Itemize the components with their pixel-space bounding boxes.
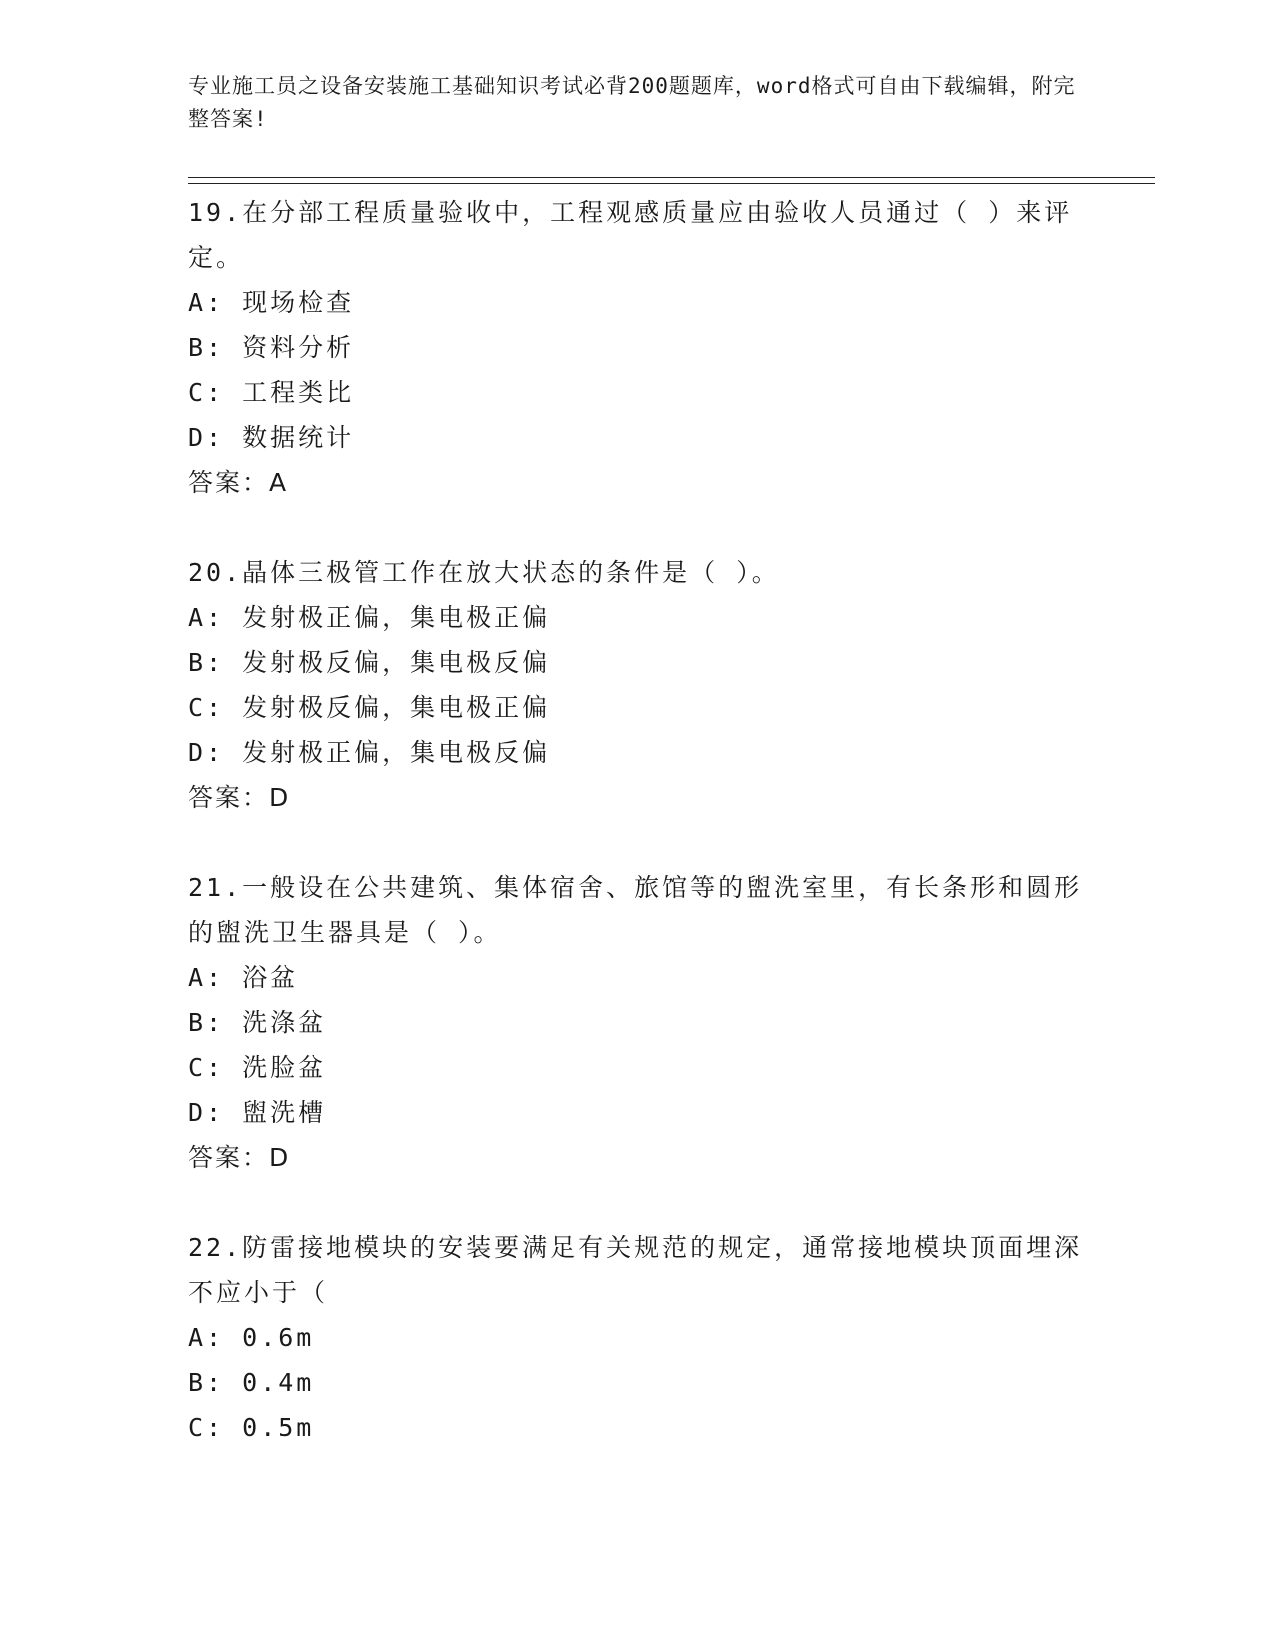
question-text: 19.在分部工程质量验收中，工程观感质量应由验收人员通过（ ）来评定。 [188,198,1073,272]
option-a: A: 浴盆 [188,963,299,992]
answer: 答案：A [188,468,289,497]
question-list [188,190,1088,1495]
question-text: 20.晶体三极管工作在放大状态的条件是（ ）。 [188,558,780,587]
header-rule-top [188,177,1155,178]
option-c: C: 0.5m [188,1413,315,1442]
header-rule-bottom [188,183,1155,184]
option-b: B: 0.4m [188,1368,315,1397]
option-c: C: 工程类比 [188,378,355,407]
question-22 [188,1225,1088,1450]
answer: 答案：D [188,1143,291,1172]
question-text: 21.一般设在公共建筑、集体宿舍、旅馆等的盥洗室里，有长条形和圆形的盥洗卫生器具是（ ）。 [188,873,1083,947]
option-b: B: 资料分析 [188,333,355,362]
answer: 答案：D [188,783,291,812]
option-b: B: 洗涤盆 [188,1008,327,1037]
question-19 [188,190,1088,505]
option-b: B: 发射极反偏，集电极反偏 [188,648,551,677]
option-c: C: 洗脸盆 [188,1053,327,1082]
question-21 [188,865,1088,1180]
question-text: 22.防雷接地模块的安装要满足有关规范的规定，通常接地模块顶面埋深不应小于（ [188,1233,1083,1307]
option-a: A: 发射极正偏，集电极正偏 [188,603,551,632]
option-c: C: 发射极反偏，集电极正偏 [188,693,551,722]
option-d: D: 盥洗槽 [188,1098,327,1127]
document-header: 专业施工员之设备安装施工基础知识考试必背200题题库，word格式可自由下载编辑，附完整答案! [188,74,1076,131]
option-a: A: 0.6m [188,1323,315,1352]
option-d: D: 发射极正偏，集电极反偏 [188,738,551,767]
option-a: A: 现场检查 [188,288,355,317]
question-20 [188,550,1088,820]
option-d: D: 数据统计 [188,423,355,452]
